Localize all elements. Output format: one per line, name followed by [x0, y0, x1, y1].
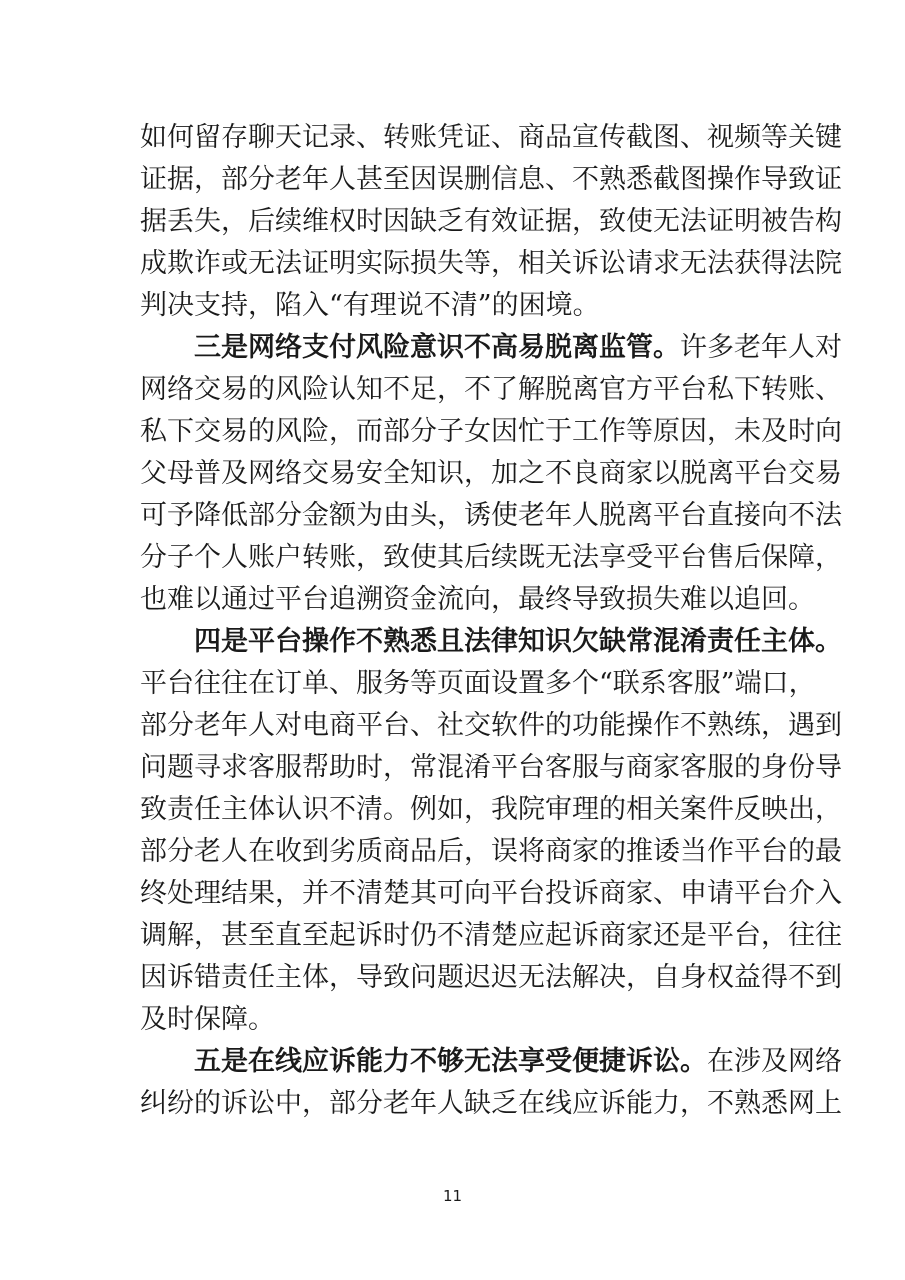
paragraph-first-line: 三是网络支付风险意识不高易脱离监管。许多老年人对 — [194, 332, 842, 363]
body-text-line: 平台往往在订单、服务等页面设置多个“联系客服”端口， — [140, 668, 816, 699]
page-number: 11 — [442, 1187, 463, 1205]
body-text-line: 据丢失，后续维权时因缺乏有效证据，致使无法证明被告构 — [140, 206, 842, 237]
paragraph-first-line: 五是在线应诉能力不够无法享受便捷诉讼。在涉及网络 — [194, 1046, 842, 1077]
body-text-line: 致责任主体认识不清。例如，我院审理的相关案件反映出， — [140, 794, 842, 825]
body-text-line: 部分老年人对电商平台、社交软件的功能操作不熟练，遇到 — [140, 710, 842, 741]
body-text-line: 部分老人在收到劣质商品后，误将商家的推诿当作平台的最 — [140, 836, 842, 867]
paragraph-first-line — [194, 622, 842, 662]
paragraph-heading: 四是平台操作不熟悉且法律知识欠缺常混淆责任主体。 — [194, 626, 842, 657]
body-text-line: 及时保障。 — [140, 1004, 275, 1035]
body-text-line: 纠纷的诉讼中，部分老年人缺乏在线应诉能力，不熟悉网上 — [140, 1088, 842, 1119]
body-text-line: 调解，甚至直至起诉时仍不清楚应起诉商家还是平台，往往 — [140, 920, 842, 951]
body-text-line: 因诉错责任主体，导致问题迟迟无法解决，自身权益得不到 — [140, 962, 842, 993]
body-text-line: 问题寻求客服帮助时，常混淆平台客服与商家客服的身份导 — [140, 752, 842, 783]
body-text-line: 父母普及网络交易安全知识，加之不良商家以脱离平台交易 — [140, 458, 842, 489]
body-text-line: 网络交易的风险认知不足，不了解脱离官方平台私下转账、 — [140, 374, 842, 405]
body-text-line: 也难以通过平台追溯资金流向，最终导致损失难以追回。 — [140, 584, 815, 615]
body-text-line: 终处理结果，并不清楚其可向平台投诉商家、申请平台介入 — [140, 878, 842, 909]
paragraph-heading: 五是在线应诉能力不够无法享受便捷诉讼。 — [194, 1046, 707, 1077]
body-text-line: 判决支持，陷入“有理说不清”的困境。 — [140, 290, 600, 321]
body-text-line: 如何留存聊天记录、转账凭证、商品宣传截图、视频等关键 — [140, 122, 842, 153]
paragraph-heading: 三是网络支付风险意识不高易脱离监管。 — [194, 332, 680, 363]
body-text-line: 分子个人账户转账，致使其后续既无法享受平台售后保障， — [140, 542, 842, 573]
body-text-line: 可予降低部分金额为由头，诱使老年人脱离平台直接向不法 — [140, 500, 842, 531]
body-text-line: 成欺诈或无法证明实际损失等，相关诉讼请求无法获得法院 — [140, 248, 842, 279]
body-text-line: 私下交易的风险，而部分子女因忙于工作等原因，未及时向 — [140, 416, 842, 447]
body-text-line: 证据，部分老年人甚至因误删信息、不熟悉截图操作导致证 — [140, 164, 842, 195]
